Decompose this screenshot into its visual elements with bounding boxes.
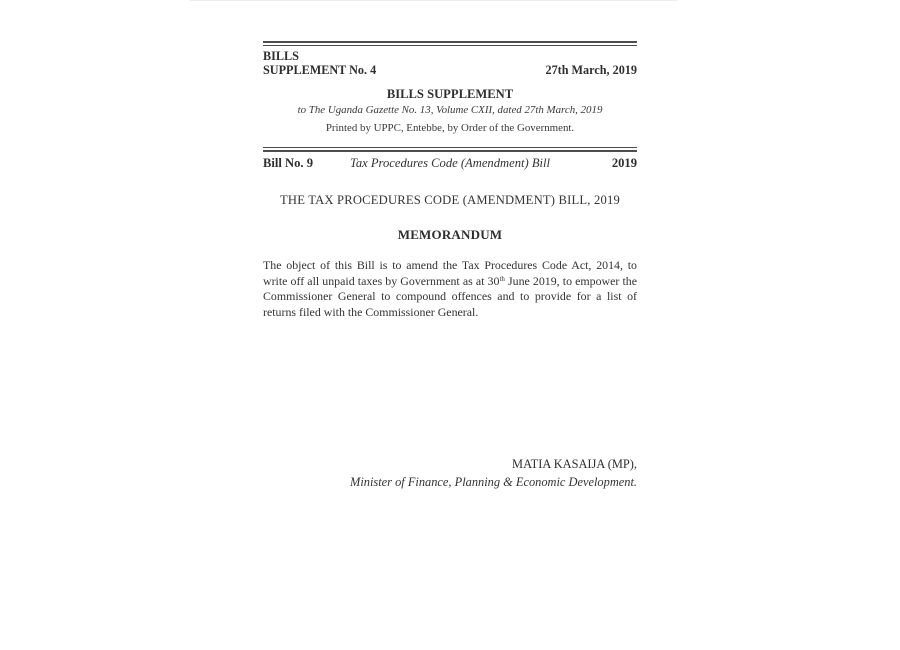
act-title: THE TAX PROCEDURES CODE (AMENDMENT) BILL, 2019 <box>280 193 620 207</box>
memorandum-text-start: The object of this Bill is to amend the Tax Procedures Code Act, 2014, to write off all unpaid taxes by Government as at 30 <box>263 258 637 288</box>
masthead-top-rule <box>263 41 637 46</box>
bill-title: Tax Procedures Code (Amendment) Bill <box>349 156 551 170</box>
signatory-name: MATIA KASAIJA (MP), <box>512 457 637 471</box>
bill-supplement-page <box>263 0 637 650</box>
bill-number: Bill No. 9 <box>263 156 314 170</box>
signatory-title: Minister of Finance, Planning & Economic Development. <box>350 475 637 489</box>
gazette-reference: to The Uganda Gazette No. 13, Volume CXII, dated 27th March, 2019 <box>297 104 603 116</box>
masthead-supplement-no: SUPPLEMENT No. 4 <box>263 62 377 77</box>
memorandum-heading: MEMORANDUM <box>397 227 503 242</box>
bill-header-row <box>263 156 637 173</box>
masthead-date: 27th March, 2019 <box>545 62 637 77</box>
masthead-row <box>263 64 637 78</box>
memorandum-text-end: June 2019, to empower the Commissioner General to compound offences and to provide for a list of returns filed with the Commissioner General. <box>263 273 637 319</box>
masthead-bottom-rule <box>263 147 637 152</box>
masthead <box>263 50 637 77</box>
printer-line: Printed by UPPC, Entebbe, by Order of the Government. <box>325 122 575 134</box>
superscript-th: th <box>499 274 505 283</box>
masthead-series: BILLS <box>263 49 299 63</box>
bill-year: 2019 <box>611 156 637 170</box>
memorandum-body <box>263 258 637 320</box>
supplement-title: BILLS SUPPLEMENT <box>386 87 514 101</box>
